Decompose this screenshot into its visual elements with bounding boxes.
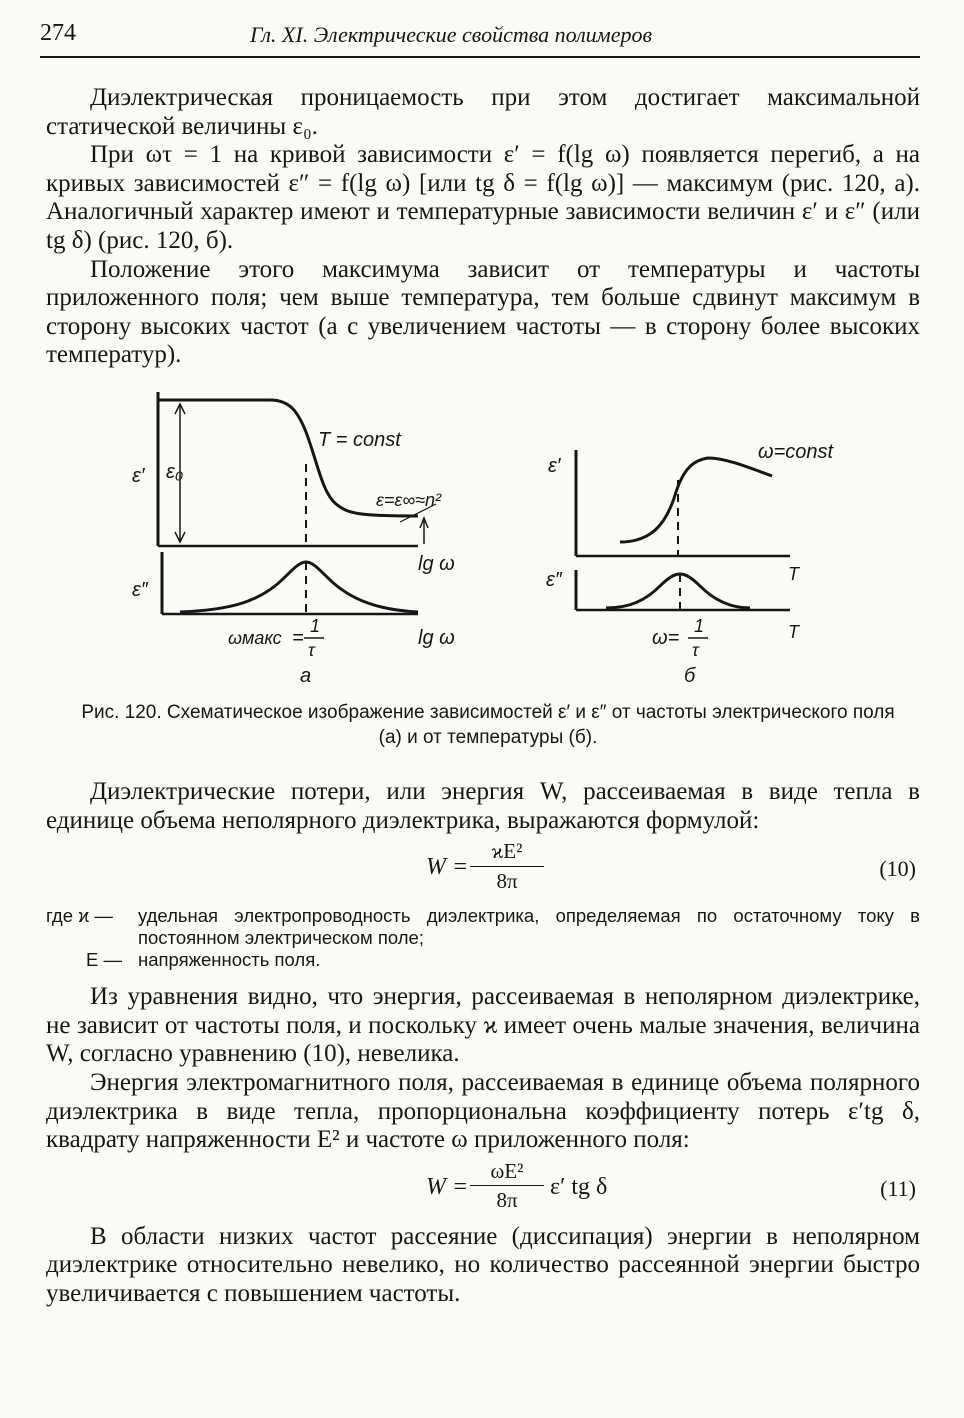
definition-kappa-key: где ϰ — xyxy=(46,905,113,927)
left-eq-sign: = xyxy=(292,627,304,649)
eq10-lhs: W = xyxy=(426,854,469,881)
left-bottom-plot xyxy=(132,552,455,687)
left-top-x-label: lg ω xyxy=(418,553,455,575)
eq11-tail: ε′ tg δ xyxy=(550,1173,608,1200)
paragraph-7: В области низких частот рассеяние (диссипация) энергии в неполярном диэлектрике относительно невелико, но количество рассеянной энергии быстро увеличивается с повышением частоты. xyxy=(46,1222,920,1307)
left-t-const-label: T = const xyxy=(318,429,401,451)
eq10-numerator: ϰE² xyxy=(470,837,544,867)
page-number: 274 xyxy=(40,20,76,46)
definition-e-key: E — xyxy=(86,949,122,971)
eq10-denominator: 8π xyxy=(496,868,518,893)
right-top-plot xyxy=(548,441,835,584)
paragraph-1: Диэлектрическая проницаемость при этом достигает максимальной статической величины ε₀. xyxy=(46,84,920,140)
omega-max-label: ωмакс xyxy=(228,628,282,648)
equation-11 xyxy=(46,1155,920,1223)
right-top-x-label: T xyxy=(788,564,799,584)
eq11-denominator: 8π xyxy=(496,1188,518,1213)
right-frac-den: τ xyxy=(692,640,699,660)
right-panel-letter: б xyxy=(684,665,696,687)
running-title: Гл. XI. Электрические свойства полимеров xyxy=(250,22,653,47)
right-bottom-x-label: T xyxy=(788,622,799,642)
definition-e xyxy=(46,949,920,971)
left-bottom-x-label: lg ω xyxy=(418,627,455,649)
definition-e-text: напряженность поля. xyxy=(138,949,321,971)
figure-caption: Рис. 120. Схематическое изображение зависимостей ε′ и ε″ от частоты электрического поля (а) и от температуры (б). xyxy=(81,702,895,748)
right-frac-num: 1 xyxy=(694,616,705,636)
definition-kappa xyxy=(46,905,920,949)
left-top-plot xyxy=(132,392,455,575)
eq11-fraction xyxy=(470,1157,544,1215)
paragraph-6: Энергия электромагнитного поля, рассеиваемая в единице объема полярного диэлектрика в виде тепла, пропорциональна коэффициенту потерь ε′tg δ, квадрату напряженности E² и частоте ω приложенного поля: xyxy=(46,1068,920,1154)
text-block-top xyxy=(46,84,920,370)
paragraph-5: Из уравнения видно, что энергия, рассеиваемая в неполярном диэлектрике, не зависит от частоты поля, и поскольку ϰ имеет очень малые значения, величина W, согласно уравнению (10), невелика. xyxy=(46,983,920,1068)
right-bottom-y-label: ε″ xyxy=(546,569,562,591)
eq10-number: (10) xyxy=(879,856,916,882)
equation-10 xyxy=(46,835,920,903)
left-eps-inf-label: ε=ε∞≈n² xyxy=(376,490,442,510)
figure-120-drawing xyxy=(100,382,880,692)
right-eps-prime-curve xyxy=(620,458,772,542)
definitions xyxy=(46,905,920,971)
right-omega-label: ω= xyxy=(652,627,680,649)
right-omega-const-label: ω=const xyxy=(758,441,834,463)
text-block-bottom xyxy=(46,778,920,1309)
page-header xyxy=(40,16,920,58)
right-bottom-plot xyxy=(546,569,801,687)
left-top-y-label: ε′ xyxy=(132,465,145,487)
paragraph-4: Диэлектрические потери, или энергия W, рассеиваемая в виде тепла в единице объема неполярного диэлектрика, выражаются формулой: xyxy=(46,778,920,834)
paragraph-2: При ωτ = 1 на кривой зависимости ε′ = f(lg ω) появляется перегиб, а на кривых зависимостей ε″ = f(lg ω) [или tg δ = f(lg ω)] — максимум (рис. 120, а). Аналогичный характер имеют и температурные зависимости величин ε′ и ε″ (или tg δ) (рис. 120, б). xyxy=(46,141,920,254)
paragraph-3: Положение этого максимума зависит от температуры и частоты приложенного поля; чем выше температура, тем больше сдвинут максимум в сторону высоких частот (а с увеличением частоты — в сторону более высоких температур). xyxy=(46,255,920,369)
right-eps-double-prime-curve xyxy=(606,574,750,608)
definition-kappa-text: удельная электропроводность диэлектрика, определяемая по остаточному току в постоянном электрическом поле; xyxy=(138,905,920,949)
right-top-y-label: ε′ xyxy=(548,455,561,477)
left-eps0-label: ε₀ xyxy=(166,461,184,483)
figure-120 xyxy=(100,382,880,692)
left-frac-num: 1 xyxy=(310,616,321,636)
eq11-number: (11) xyxy=(880,1175,916,1201)
left-frac-den: τ xyxy=(308,640,315,660)
left-eps-double-prime-curve xyxy=(180,562,418,612)
eq10-fraction xyxy=(470,837,544,895)
eq11-lhs: W = xyxy=(426,1173,469,1200)
left-panel-letter: а xyxy=(300,665,312,687)
left-bottom-y-label: ε″ xyxy=(132,579,148,601)
eq11-numerator: ωE² xyxy=(470,1157,544,1187)
